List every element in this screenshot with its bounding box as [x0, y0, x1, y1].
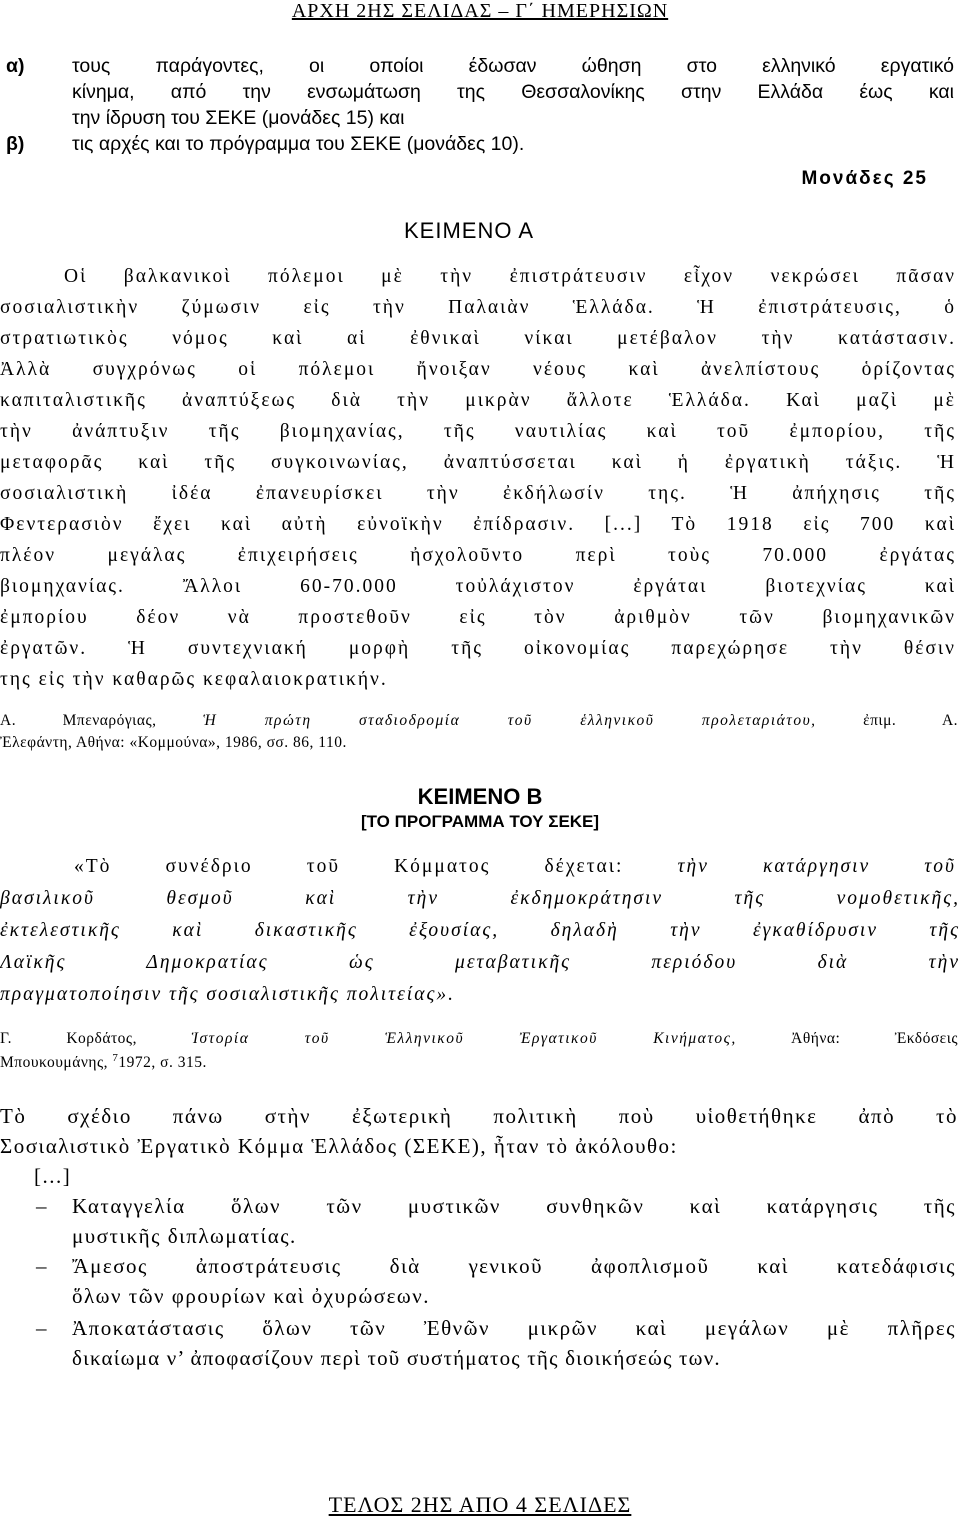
- text-a-line: της εἰς τὴν καθαρῶς κεφαλαιοκρατικήν.: [0, 669, 388, 690]
- text-b-source-publisher: Ἀθήνα: Ἐκδόσεις: [791, 1030, 959, 1047]
- question-label-b: β): [6, 133, 25, 155]
- text-a-line: ἐργατῶν. Ἡ συντεχνιακή μορφὴ τῆς οἰκονομίας παρεχώρησε τὴν θέσιν: [0, 638, 956, 659]
- text-b-line-1: [74, 856, 956, 878]
- bullet-1-line-1: Καταγγελία ὅλων τῶν μυστικῶν συνθηκῶν καὶ κατάργησις τῆς: [72, 1194, 956, 1218]
- text-b-source-author: Γ. Κορδάτος,: [0, 1030, 137, 1047]
- text-b-line-3: ἐκτελεστικῆς καὶ δικαστικῆς ἐξουσίας, δηλαδὴ τὴν ἐγκαθίδρυσιν τῆς: [0, 920, 960, 941]
- text-b-line-2: βασιλικοῦ θεσμοῦ καὶ τὴν ἐκδημοκράτησιν τῆς νομοθετικῆς,: [0, 888, 960, 909]
- units-label: Μονάδες 25: [801, 168, 928, 189]
- text-b-source-line-2: [0, 1052, 207, 1072]
- text-a-line: τὴν ἀνάπτυξιν τῆς βιομηχανίας, τῆς ναυτιλίας καὶ τοῦ ἐμπορίου, τῆς: [0, 421, 956, 442]
- text-a-source-line-1: [0, 712, 958, 730]
- bullet-3-line-1: Ἀποκατάστασις ὅλων τῶν Ἐθνῶν μικρῶν καὶ μεγάλων μὲ πλῆρες: [72, 1316, 956, 1340]
- text-b-source-title: Ἱστορία τοῦ Ἑλληνικοῦ Ἐργατικοῦ Κινήματος,: [191, 1030, 737, 1047]
- text-a-line: Οἱ βαλκανικοὶ πόλεμοι μὲ τὴν ἐπιστράτευσιν εἶχον νεκρώσει πᾶσαν: [64, 266, 956, 287]
- text-a-title: ΚΕΙΜΕΝΟ Α: [404, 218, 535, 243]
- question-a-line-3: την ίδρυση του ΣΕΚΕ (μονάδες 15) και: [72, 107, 405, 129]
- text-a-line: Ἀλλὰ συγχρόνως οἱ πόλεμοι ἤνοιξαν νέους καὶ ἀνελπίστους ὁρίζοντας: [0, 359, 956, 380]
- text-a-line: καπιταλιστικῆς ἀναπτύξεως διὰ τὴν μικρὰν ἄλλοτε Ἑλλάδα. Καὶ μαζὶ μὲ: [0, 390, 956, 411]
- question-a-line-1: τους παράγοντες, οι οποίοι έδωσαν ώθηση στο ελληνικό εργατικό: [72, 55, 954, 77]
- text-a-line: βιομηχανίας. Ἄλλοι 60-70.000 τοὐλάχιστον ἐργάται βιοτεχνίας καὶ: [0, 576, 956, 597]
- text-b-source-name: Μπουκουμάνης,: [0, 1054, 108, 1072]
- question-a-line-2: κίνημα, από την ενσωμάτωση της Θεσσαλονίκης στην Ελλάδα έως και: [72, 81, 954, 103]
- bullet-3-line-2: δικαίωμα ν’ ἀποφασίζουν περὶ τοῦ συστήματος τῆς διοικήσεώς των.: [72, 1346, 721, 1370]
- text-a-line: στρατιωτικὸς νόμος καὶ αἱ ἐθνικαὶ νίκαι μετέβαλον τὴν κατάστασιν.: [0, 328, 956, 349]
- text-a-line: μεταφορᾶς καὶ τῆς συγκοινωνίας, ἀναπτύσσεται καὶ ἡ ἐργατικὴ τάξις. Ἡ: [0, 452, 956, 473]
- text-a-line: ἐμπορίου δέον νὰ προστεθοῦν εἰς τὸν ἀριθμὸν τῶν βιομηχανικῶν: [0, 607, 956, 628]
- text-a-source-line-2: Ἐλεφάντη, Αθήνα: «Κομμούνα», 1986, σσ. 86, 110.: [0, 734, 347, 751]
- text-a-source-editor: ἐπιμ. Α.: [863, 712, 959, 729]
- question-b-line-1: τις αρχές και το πρόγραμμα του ΣΕΚΕ (μονάδες 10).: [72, 133, 525, 155]
- text-b-source-edition: 7: [112, 1052, 119, 1064]
- final-intro-line-2: Σοσιαλιστικὸ Ἐργατικὸ Κόμμα Ἑλλάδος (ΣΕΚΕ), ἦταν τὸ ἀκόλουθο:: [0, 1134, 678, 1158]
- text-b-subtitle: [ΤΟ ΠΡΟΓΡΑΜΜΑ ΤΟΥ ΣΕΚΕ]: [360, 812, 600, 831]
- text-b-line-1-italic: τὴν κατάργησιν τοῦ: [677, 856, 956, 877]
- bullet-dash-1: –: [36, 1194, 47, 1218]
- text-a-line: σοσιαλιστικὴν ζύμωσιν εἰς τὴν Παλαιὰν Ἑλλάδα. Ἡ ἐπιστράτευσις, ὁ: [0, 297, 956, 318]
- text-b-line-1-plain: «Τὸ συνέδριο τοῦ Κόμματος δέχεται:: [74, 856, 624, 877]
- text-b-source-year: 1972, σ. 315.: [118, 1054, 207, 1072]
- text-a-line: Φεντερασιὸν ἔχει καὶ αὐτὴ εὐνοϊκὴν ἐπίδρασιν. [...] Τὸ 1918 εἰς 700 καὶ: [0, 514, 956, 535]
- bullet-dash-3: –: [36, 1316, 47, 1340]
- text-b-source-line-1: [0, 1030, 958, 1048]
- bullet-2-line-1: Ἄμεσος ἀποστράτευσις διὰ γενικοῦ ἀφοπλισμοῦ καὶ κατεδάφισις: [72, 1254, 956, 1278]
- text-a-line: πλέον μεγάλας ἐπιχειρήσεις ἠσχολοῦντο περὶ τοὺς 70.000 ἐργάτας: [0, 545, 956, 566]
- bullet-2-line-2: ὅλων τῶν φρουρίων καὶ ὀχυρώσεων.: [72, 1284, 430, 1308]
- final-intro-line-1: Τὸ σχέδιο πάνω στὴν ἐξωτερικὴ πολιτικὴ ποὺ υἱοθετήθηκε ἀπὸ τὸ: [0, 1104, 958, 1128]
- text-b-title: ΚΕΙΜΕΝΟ Β: [417, 784, 543, 809]
- text-a-line: σοσιαλιστικὴ ἰδέα ἐπανευρίσκει τὴν ἐκδήλωσίν της. Ἡ ἀπήχησις τῆς: [0, 483, 956, 504]
- text-a-source-title: Ἡ πρώτη σταδιοδρομία τοῦ ἑλληνικοῦ προλεταριάτου,: [203, 712, 817, 729]
- final-ellipsis: [...]: [34, 1164, 72, 1188]
- text-b-line-4: Λαϊκῆς Δημοκρατίας ὡς μεταβατικῆς περιόδου διὰ τὴν: [0, 952, 960, 973]
- text-a-source-author: Α. Μπεναρόγιας,: [0, 712, 157, 729]
- bullet-dash-2: –: [36, 1254, 47, 1278]
- text-b-line-5: πραγματοποίησιν τῆς σοσιαλιστικῆς πολιτείας».: [0, 984, 455, 1005]
- question-label-a: α): [6, 55, 25, 77]
- page-footer: ΤΕΛΟΣ 2ΗΣ ΑΠΟ 4 ΣΕΛΙΔΕΣ: [328, 1492, 632, 1517]
- page-header: ΑΡΧΗ 2ΗΣ ΣΕΛΙΔΑΣ – Γ΄ ΗΜΕΡΗΣΙΩΝ: [291, 0, 669, 22]
- bullet-1-line-2: μυστικῆς διπλωματίας.: [72, 1224, 297, 1248]
